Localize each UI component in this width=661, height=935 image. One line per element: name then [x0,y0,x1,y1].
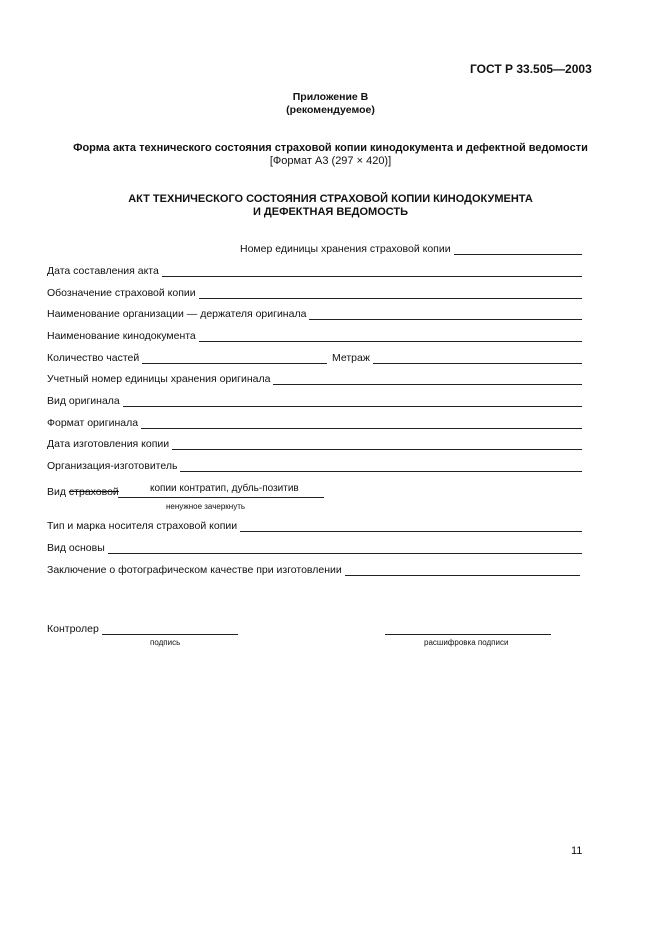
field-parts-count[interactable] [47,350,327,364]
act-title-line1: АКТ ТЕХНИЧЕСКОГО СОСТОЯНИЯ СТРАХОВОЙ КОПИИ КИНОДОКУМЕНТА [128,193,533,205]
copy-kind-note: ненужное зачеркнуть [166,502,246,511]
field-label: Наименование организации — держателя оригинала [47,308,307,320]
fill-line[interactable] [373,353,582,364]
copy-kind-word: Вид [47,486,66,498]
field-manufacturer[interactable] [47,458,582,472]
decode-caption: расшифровка подписи [424,638,509,647]
signature-caption: подпись [150,638,181,647]
field-label: Организация-изготовитель [47,460,178,472]
fill-line[interactable] [454,244,582,255]
decode-signature-line[interactable] [385,622,551,635]
field-label: Тип и марка носителя страховой копии [47,520,238,532]
field-carrier-type[interactable] [47,518,582,532]
field-label: Вид основы [47,542,105,554]
field-date-compiled[interactable] [47,263,582,277]
fill-line[interactable] [142,353,327,364]
field-copy-date[interactable] [47,436,582,450]
field-film-title[interactable] [47,328,582,342]
standard-number: ГОСТ Р 33.505—2003 [470,62,592,76]
fill-line[interactable] [199,288,582,299]
fill-line[interactable] [162,266,582,277]
field-label: Обозначение страховой копии [47,287,196,299]
field-label: Наименование кинодокумента [47,330,196,342]
field-label: Количество частей [47,352,140,364]
field-label: Дата изготовления копии [47,438,170,450]
field-photo-quality[interactable] [47,562,580,576]
field-label: Метраж [332,352,370,364]
field-storage-unit-number[interactable] [240,241,582,255]
field-label: Номер единицы хранения страховой копии [240,243,451,255]
copy-kind-value: копии контратип, дубль-позитив [150,483,299,494]
field-original-type[interactable] [47,393,582,407]
act-title-line2: И ДЕФЕКТНАЯ ВЕДОМОСТЬ [252,206,409,218]
fill-line[interactable] [172,439,582,450]
page-number: 11 [571,845,583,857]
field-base-type[interactable] [47,540,582,554]
form-format: [Формат А3 (297 × 420)] [269,155,392,167]
fill-line[interactable] [199,331,582,342]
controller-signature[interactable] [47,621,238,635]
signature-line[interactable] [102,624,238,635]
fill-line[interactable] [180,461,582,472]
appendix-subtitle: (рекомендуемое) [286,104,375,116]
field-label: Учетный номер единицы хранения оригинала [47,373,271,385]
fill-line[interactable] [309,309,582,320]
appendix-title: Приложение В [292,91,369,103]
field-label: Формат оригинала [47,417,139,429]
fill-line[interactable] [240,521,582,532]
fill-line[interactable] [273,374,582,385]
field-org-holder[interactable] [47,306,582,320]
field-label: Дата составления акта [47,265,159,277]
field-label: Заключение о фотографическом качестве при изготовлении [47,564,342,576]
field-copy-designation[interactable] [47,285,582,299]
field-footage[interactable] [332,350,582,364]
fill-line[interactable] [345,565,580,576]
field-original-format[interactable] [47,415,582,429]
field-label: Вид оригинала [47,395,120,407]
controller-label: Контролер [47,623,99,635]
fill-line[interactable] [108,543,582,554]
form-title: Форма акта технического состояния страховой копии кинодокумента и дефектной ведомости [73,142,588,154]
fill-line[interactable] [141,418,582,429]
copy-kind-struck-word: страховой [68,486,119,498]
fill-line[interactable] [123,396,582,407]
field-original-account-number[interactable] [47,371,582,385]
copy-kind-label [47,486,119,498]
